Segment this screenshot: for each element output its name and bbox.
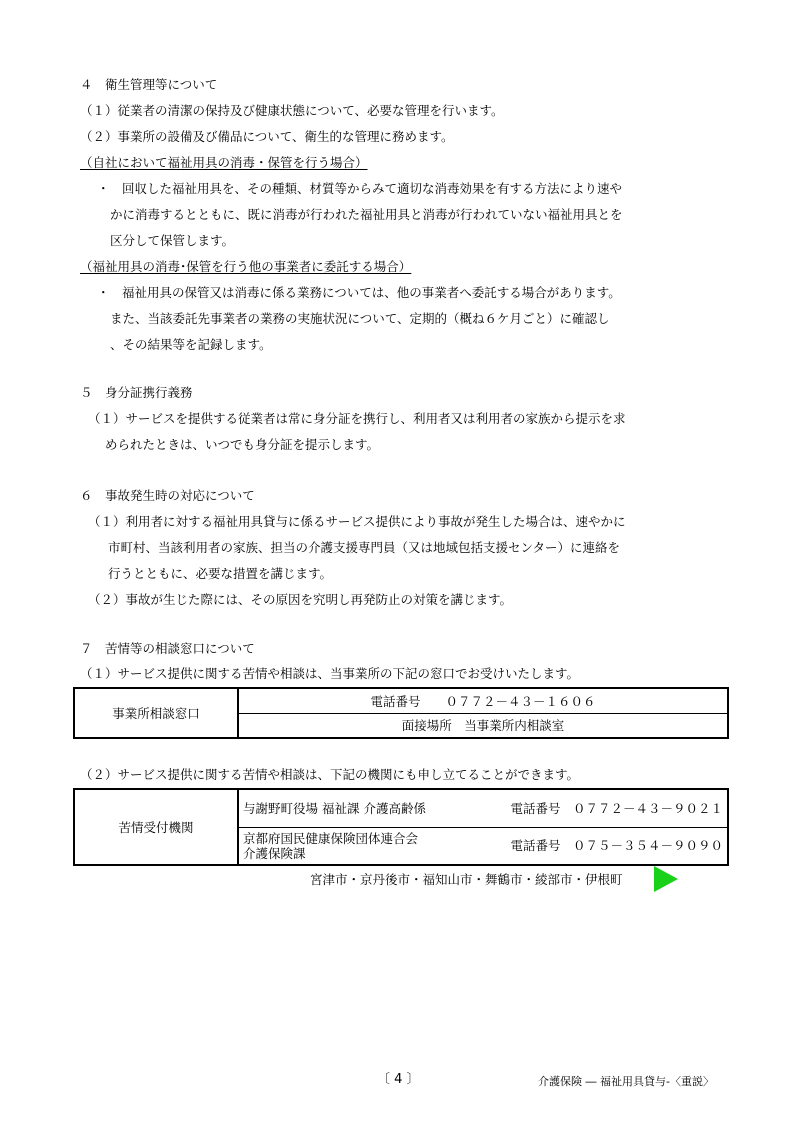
- consultation-window-phone: 電話番号 ０７７２－４３－１６０６: [238, 688, 728, 713]
- section5-line1: （１）サービスを提供する従業者は常に身分証を携行し、利用者又は利用者の家族から提示を求: [88, 411, 626, 426]
- consultation-window-table: [73, 687, 729, 739]
- green-triangle-arrow-icon[interactable]: [654, 866, 678, 892]
- agency1-phone: 電話番号 ０７７２－４３－９０２１: [510, 801, 723, 817]
- section4-sub1-line3: 区分して保管します。: [110, 233, 235, 248]
- section4-sub2-line2: また、当該委託先事業者の業務の実施状況について、定期的（概ね６ケ月ごと）に確認し: [110, 311, 610, 326]
- section4-sub1-line1: ・ 回収した福祉用具を、その種類、材質等からみて適切な消毒効果を有する方法により速や: [97, 181, 623, 196]
- consultation-window-label: 事業所相談窓口: [74, 688, 238, 738]
- agency1-org: 与謝野町役場 福祉課 介護高齢係: [243, 801, 426, 817]
- section4-sub2-heading: （福祉用具の消毒･保管を行う他の事業者に委託する場合）: [80, 259, 412, 274]
- page-number: 〔 4 〕: [377, 1072, 420, 1087]
- cities-list: 宮津市・京丹後市・福知山市・舞鶴市・綾部市・伊根町: [310, 872, 623, 887]
- footer-doc-title: 介護保険 ― 福祉用具貸与-〈重説〉: [538, 1075, 714, 1088]
- section4-sub2-line3: 、その結果等を記録します。: [110, 337, 272, 352]
- section5-line2: められたときは、いつでも身分証を提示します。: [105, 437, 380, 452]
- consultation-window-place: 面接場所 当事業所内相談室: [238, 713, 728, 738]
- section6-heading: ６ 事故発生時の対応について: [80, 488, 255, 503]
- agency2-org-line2: 介護保険課: [243, 845, 306, 861]
- section7-item1: （１）サービス提供に関する苦情や相談は、当事業所の下記の窓口でお受けいたします。: [80, 666, 580, 681]
- section4-heading: ４ 衛生管理等について: [80, 77, 218, 92]
- complaint-agency-table: [73, 788, 729, 866]
- section6-line3: 行うとともに、必要な措置を講じます。: [108, 566, 333, 581]
- agency2-org-line1: 京都府国民健康保険団体連合会: [243, 830, 419, 846]
- section6-line4: （２）事故が生じた際には、その原因を究明し再発防止の対策を講じます。: [88, 592, 513, 607]
- section4-item1: （１）従業者の清潔の保持及び健康状態について、必要な管理を行います。: [80, 103, 504, 118]
- complaint-agency-label: 苦情受付機関: [74, 789, 238, 865]
- section6-line1: （１）利用者に対する福祉用具貸与に係るサービス提供により事故が発生した場合は、速やかに: [88, 514, 626, 529]
- section6-line2: 市町村、当該利用者の家族、担当の介護支援専門員（又は地域包括支援センター）に連絡を: [108, 540, 621, 555]
- section7-item2: （２）サービス提供に関する苦情や相談は、下記の機関にも申し立てることができます。: [80, 767, 580, 782]
- section7-heading: ７ 苦情等の相談窓口について: [80, 641, 255, 656]
- section4-item2: （２）事業所の設備及び備品について、衛生的な管理に務めます。: [80, 129, 454, 144]
- agency2-phone: 電話番号 ０７５－３５４－９０９０: [510, 837, 723, 853]
- section4-sub1-line2: かに消毒するとともに、既に消毒が行われた福祉用具と消毒が行われていない福祉用具とを: [110, 207, 623, 222]
- section5-heading: ５ 身分証携行義務: [80, 385, 193, 400]
- section4-sub1-heading: （自社において福祉用具の消毒・保管を行う場合）: [80, 155, 368, 170]
- section4-sub2-line1: ・ 福祉用具の保管又は消毒に係る業務については、他の事業者へ委託する場合があります。: [97, 285, 621, 300]
